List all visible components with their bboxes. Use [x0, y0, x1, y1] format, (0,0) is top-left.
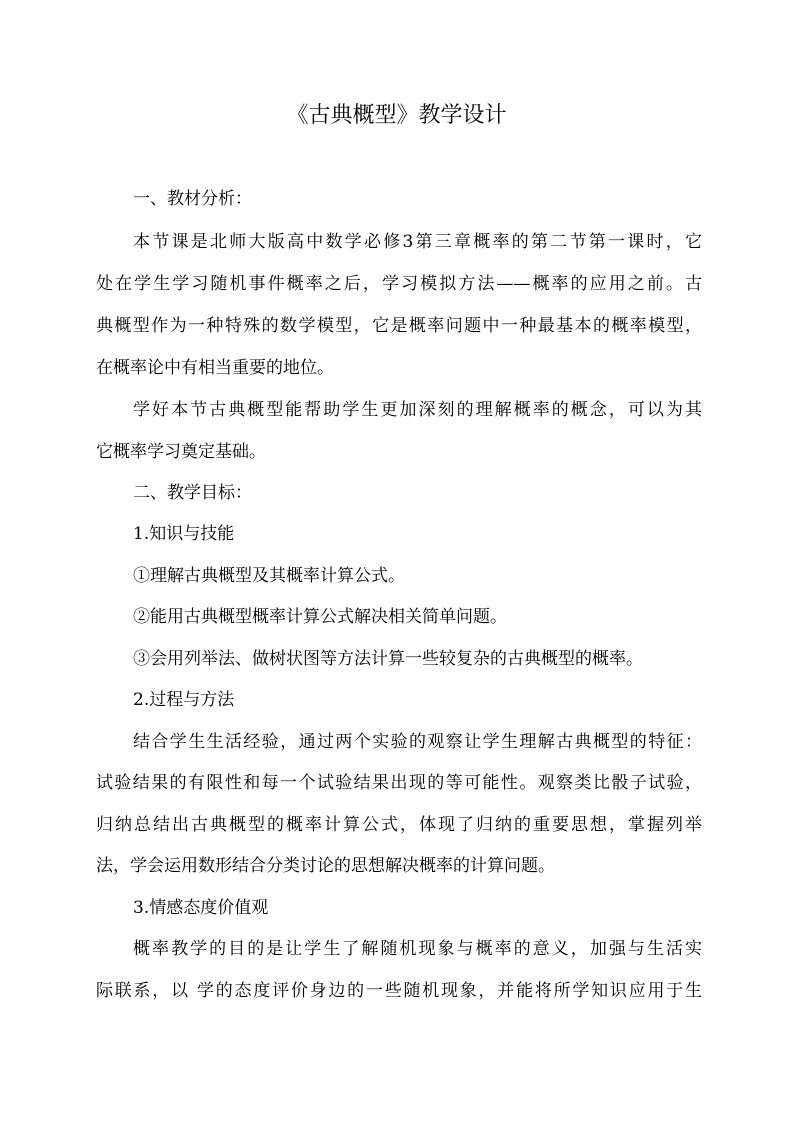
list-item: ③会用列举法、做树状图等方法计算一些较复杂的古典概型的概率。	[133, 649, 643, 669]
paragraph-line: 归纳总结出古典概型的概率计算公式，体现了归纳的重要思想，掌握列举	[96, 815, 702, 835]
paragraph-line: 在概率论中有相当重要的地位。	[96, 358, 334, 378]
section-heading-teaching-goals: 二、教学目标：	[133, 483, 252, 503]
paragraph-line: 处在学生学习随机事件概率之后，学习模拟方法——概率的应用之前。古	[96, 274, 702, 294]
subheading-process-method: 2.过程与方法	[133, 690, 235, 710]
paragraph-line: 学好本节古典概型能帮助学生更加深刻的理解概率的概念，可以为其	[133, 400, 702, 420]
paragraph-line: 典概型作为一种特殊的数学模型，它是概率问题中一种最基本的概率模型，	[96, 316, 702, 336]
paragraph-line: 本节课是北师大版高中数学必修3第三章概率的第二节第一课时，它	[133, 232, 702, 252]
subheading-knowledge-skills: 1.知识与技能	[133, 524, 235, 544]
subheading-emotion-values: 3.情感态度价值观	[133, 898, 269, 918]
paragraph-line: 法，学会运用数形结合分类讨论的思想解决概率的计算问题。	[96, 856, 555, 876]
paragraph-line: 结合学生生活经验，通过两个实验的观察让学生理解古典概型的特征：	[133, 732, 702, 752]
list-item: ①理解古典概型及其概率计算公式。	[133, 566, 405, 586]
paragraph-line: 概率教学的目的是让学生了解随机现象与概率的意义，加强与生活实	[133, 939, 702, 959]
list-item: ②能用古典概型概率计算公式解决相关简单问题。	[133, 607, 507, 627]
section-heading-material-analysis: 一、教材分析：	[133, 189, 252, 209]
paragraph-line: 它概率学习奠定基础。	[96, 442, 266, 462]
paragraph-line: 试验结果的有限性和每一个试验结果出现的等可能性。观察类比骰子试验，	[96, 773, 702, 793]
paragraph-line: 际联系，以 学的态度评价身边的一些随机现象，并能将所学知识应用于生	[96, 981, 702, 1001]
document-title: 《古典概型》教学设计	[286, 103, 507, 128]
